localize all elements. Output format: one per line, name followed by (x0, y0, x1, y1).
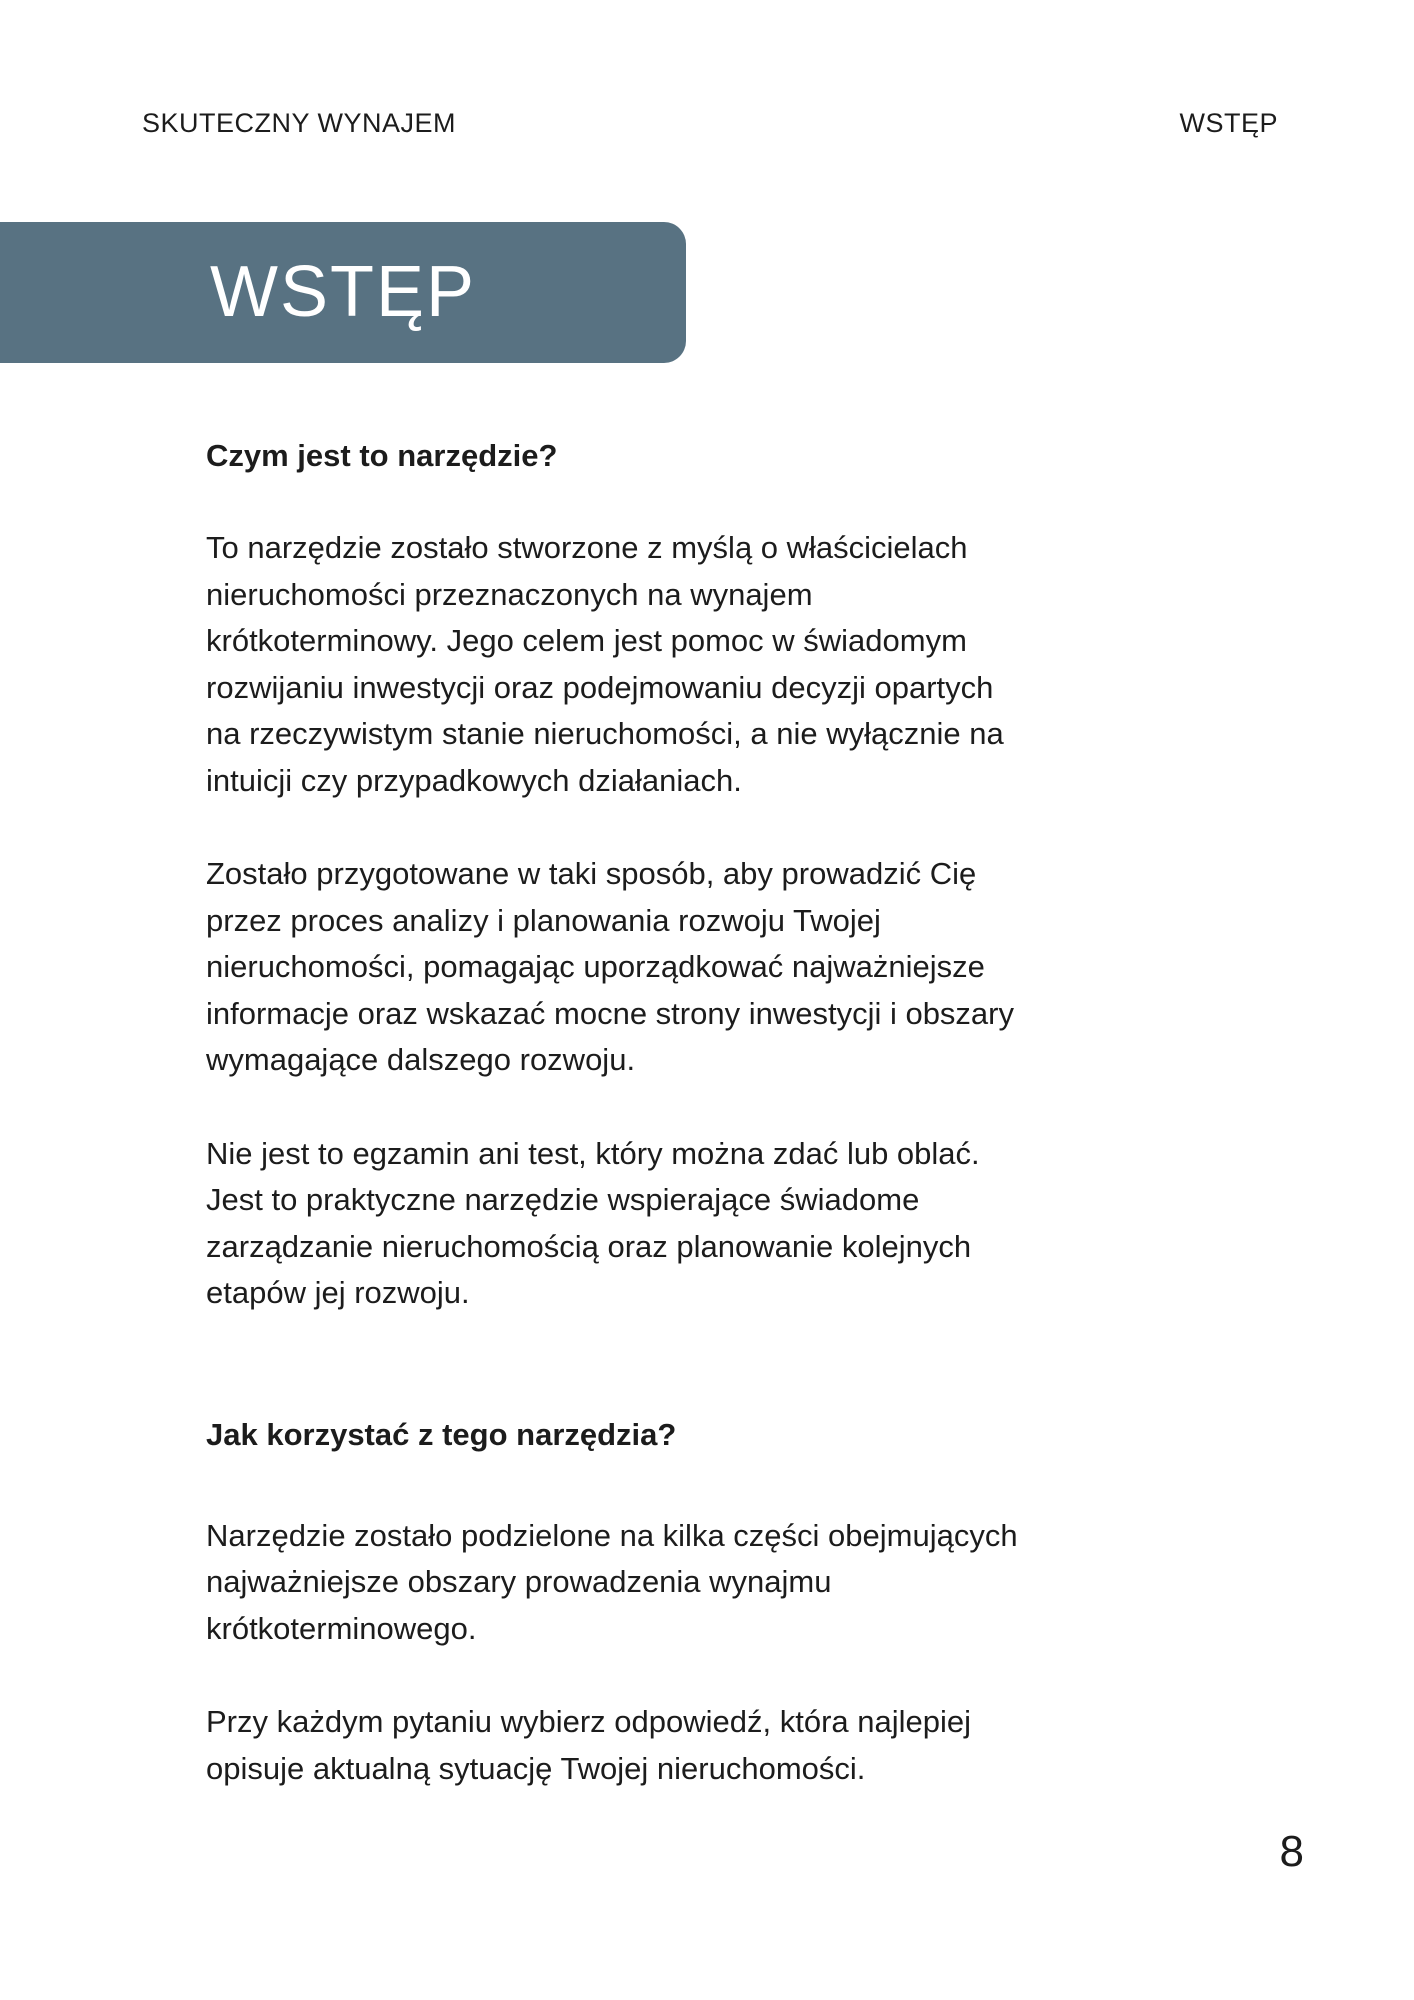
section-heading: Czym jest to narzędzie? (206, 438, 558, 473)
paragraph: Zostało przygotowane w taki sposób, aby prowadzić Cię przez proces analizy i planowania rozwoju Twojej nieruchomości, pomagając uporządkować najważniejsze informacje oraz wskazać mocne strony inwestycji i obszary wymagające dalszego rozwoju. (206, 856, 1014, 1077)
main-content (206, 434, 1206, 1792)
running-header-title: SKUTECZNY WYNAJEM (142, 108, 457, 138)
paragraph: To narzędzie zostało stworzone z myślą o właścicielach nieruchomości przeznaczonych na wynajem krótkoterminowy. Jego celem jest pomoc w świadomym rozwijaniu inwestycji oraz podejmowaniu decyzji opartych na rzeczywistym stanie nieruchomości, a nie wyłącznie na intuicji czy przypadkowych działaniach. (206, 530, 1004, 798)
paragraph: Narzędzie zostało podzielone na kilka części obejmujących najważniejsze obszary prowadzenia wynajmu krótkoterminowego. (206, 1517, 1018, 1646)
paragraph: Przy każdym pytaniu wybierz odpowiedź, która najlepiej opisuje aktualną sytuację Twojej nieruchomości. (206, 1704, 972, 1786)
paragraph: Nie jest to egzamin ani test, który można zdać lub oblać. Jest to praktyczne narzędzie wspierające świadome zarządzanie nieruchomością oraz planowanie kolejnych etapów jej rozwoju. (206, 1135, 980, 1310)
title-banner (0, 222, 686, 363)
running-header-section: WSTĘP (1179, 108, 1278, 138)
page-title: WSTĘP (210, 252, 477, 332)
section-heading: Jak korzystać z tego narzędzia? (206, 1416, 677, 1452)
page-number: 8 (1279, 1827, 1304, 1876)
